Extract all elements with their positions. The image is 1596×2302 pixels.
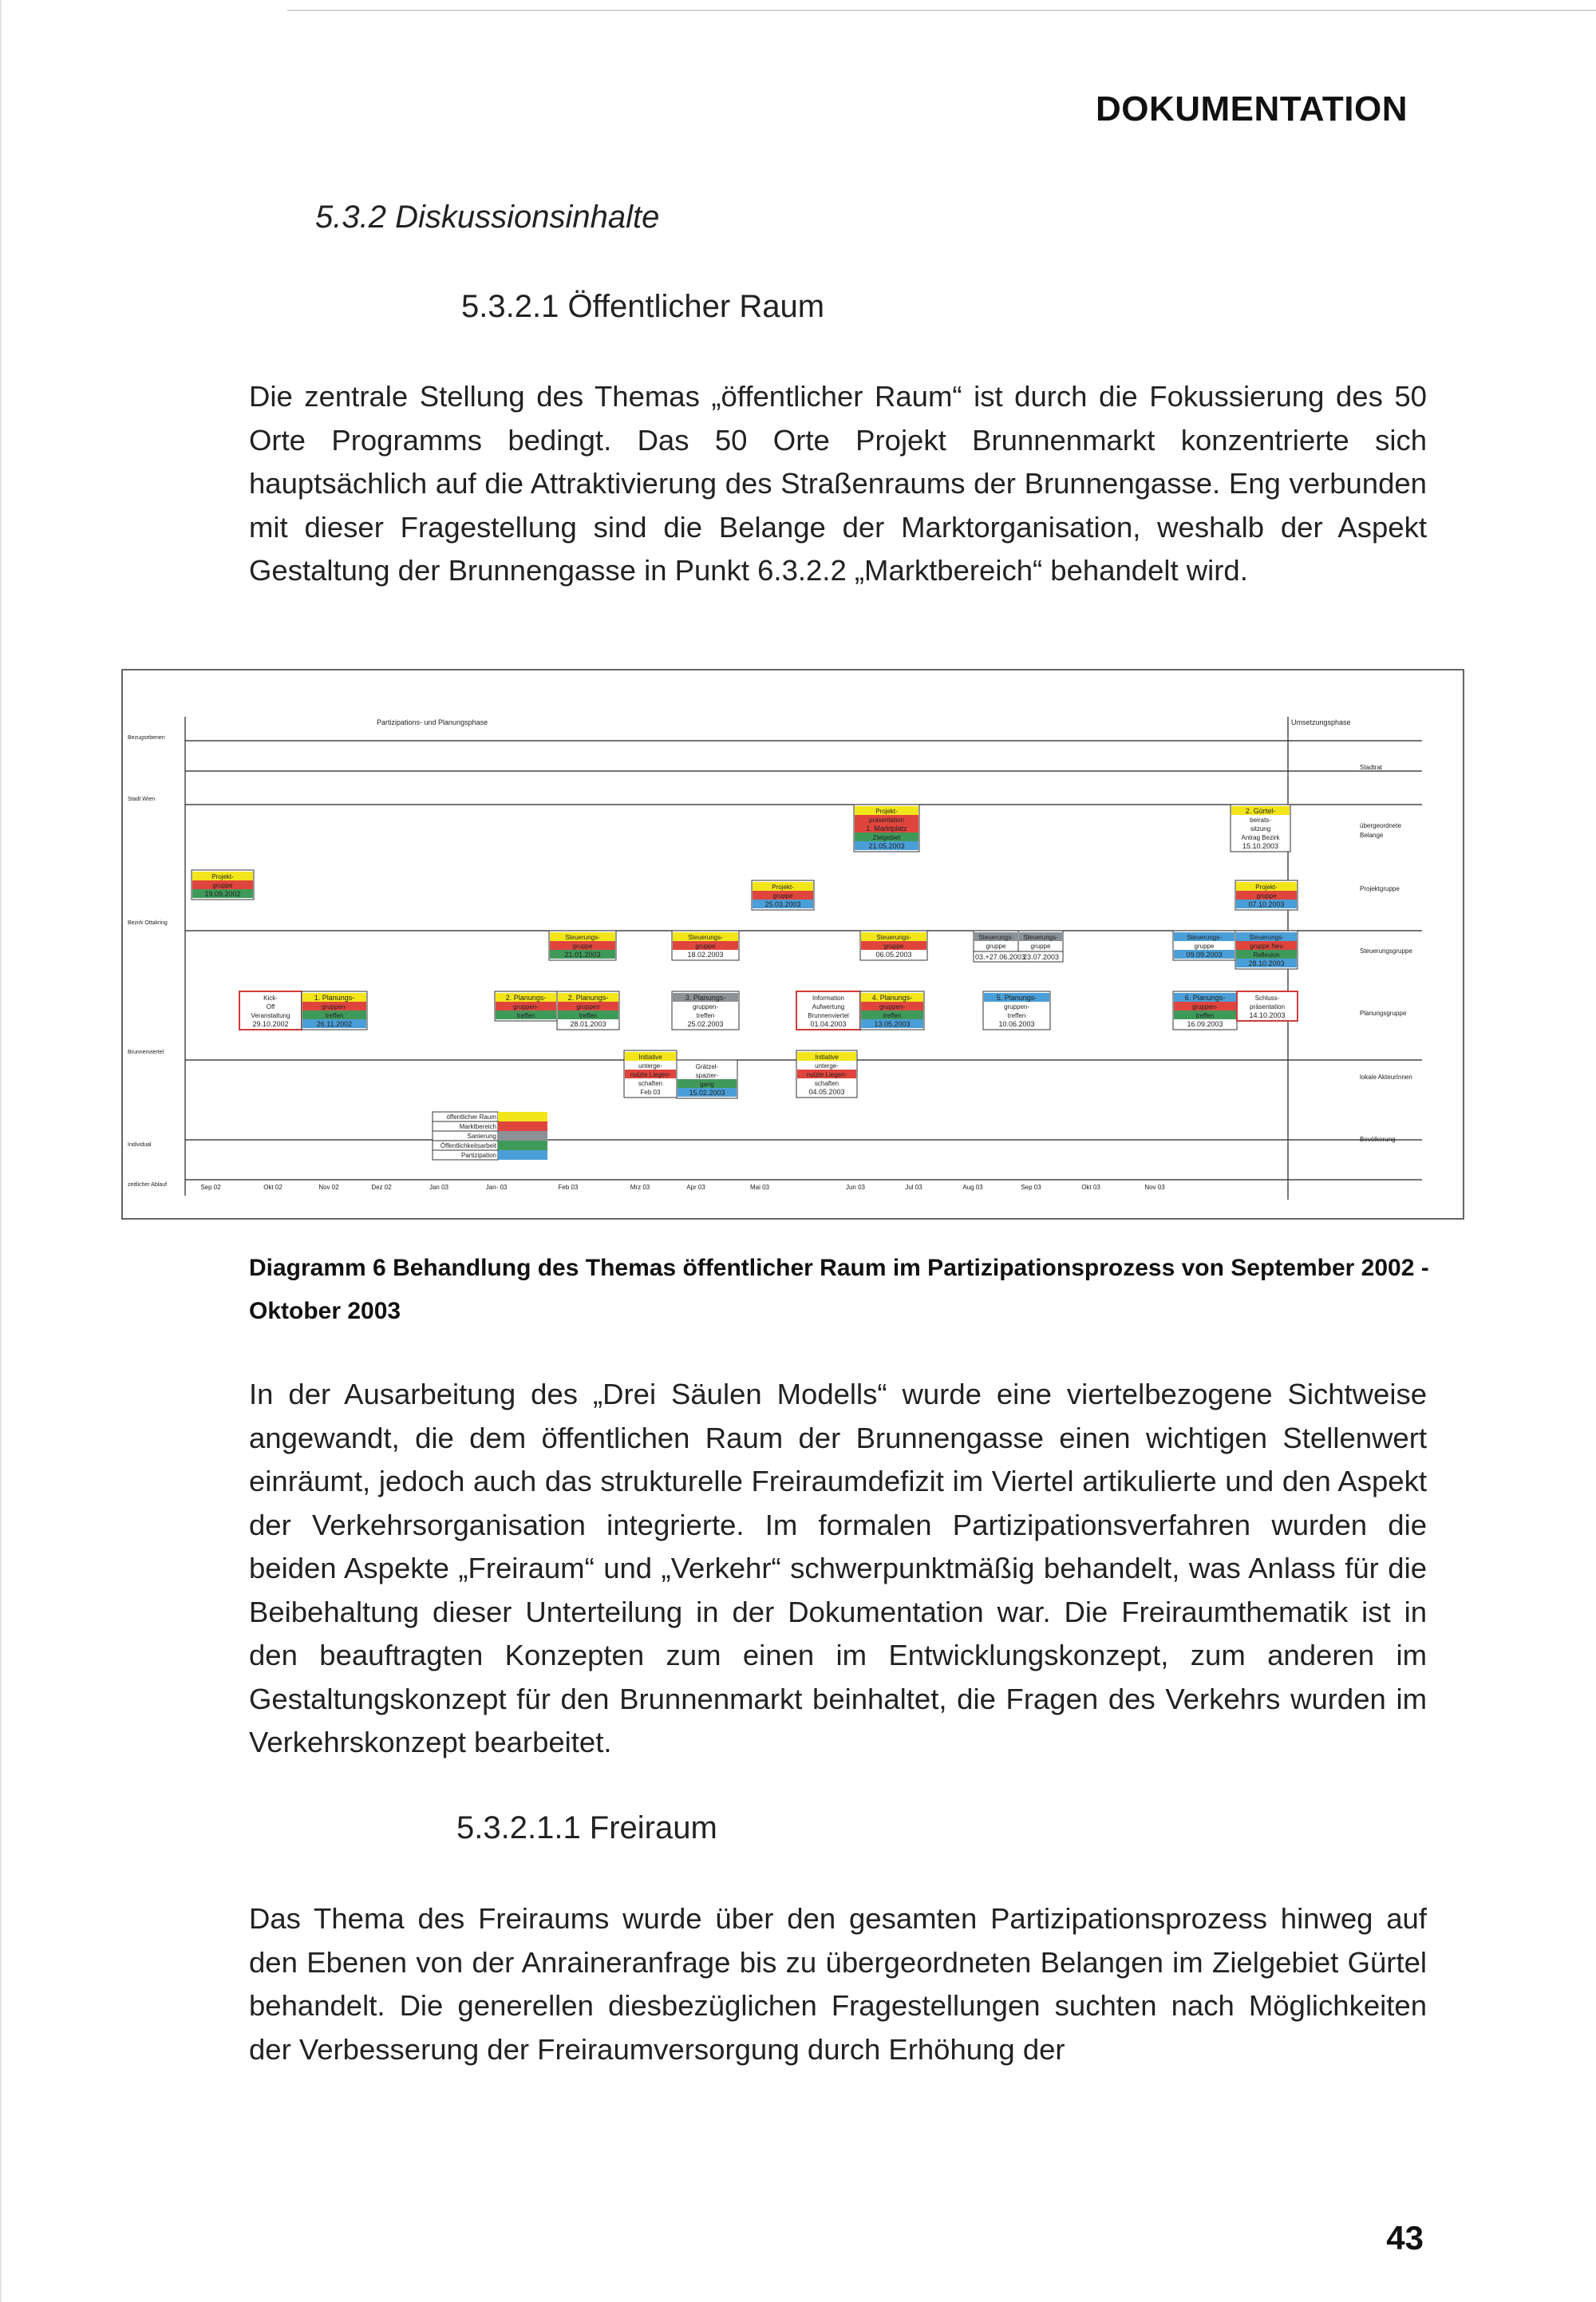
event-graetzel-text: 15.02.2003 — [689, 1089, 725, 1097]
event-planung-5-text: treffen — [1007, 1012, 1026, 1019]
event-steuerung-2-text: 18.02.2003 — [687, 951, 724, 959]
event-kickoff-text: Veranstaltung — [251, 1012, 290, 1019]
right-label-2: Projektgruppe — [1360, 885, 1400, 892]
right-label-4: Planungsgruppe — [1360, 1010, 1407, 1017]
event-planung-2a-text: treffen — [516, 1012, 535, 1019]
month-tick: Sep 03 — [1021, 1184, 1041, 1191]
event-planung-5-text: 5. Planungs- — [996, 994, 1037, 1002]
event-initiative-2-text: Initiative — [815, 1054, 839, 1061]
event-information-text: Information — [812, 995, 845, 1002]
event-projektgruppe-2-text: gruppe — [772, 892, 793, 900]
phase-left-label: Partizipations- und Planungsphase — [377, 718, 488, 726]
event-planung-1-text: treffen — [325, 1012, 344, 1019]
event-initiative-2-text: unterge- — [815, 1062, 839, 1070]
event-planung-4-text: gruppen- — [879, 1003, 906, 1011]
header-title: DOKUMENTATION — [1095, 89, 1408, 129]
page-edge — [0, 0, 2, 2302]
event-projektpraesentation-text: Zielgebiet — [872, 834, 901, 841]
event-graetzel-text: gang — [700, 1081, 714, 1088]
event-information-text: Brunnenviertel — [808, 1012, 849, 1019]
event-planung-2b-text: 28.01.2003 — [570, 1020, 606, 1028]
legend-swatch — [498, 1121, 547, 1131]
event-steuerung-5a-text: Steuerungs- — [1187, 934, 1222, 941]
event-steuerung-5b-text: 28.10.2003 — [1248, 959, 1285, 967]
event-planung-6-text: gruppen- — [1191, 1003, 1219, 1011]
event-kickoff-text: Off — [266, 1003, 275, 1011]
event-initiative-1-text: schaften — [638, 1080, 663, 1087]
month-tick: Jan 03 — [429, 1184, 449, 1191]
page-number: 43 — [1386, 2219, 1424, 2257]
event-projektgruppe-2-text: Projekt- — [772, 884, 794, 891]
event-planung-6-text: 16.09.2003 — [1187, 1020, 1223, 1028]
left-label-individual: Individual — [128, 1142, 152, 1148]
event-planung-5-text: 10.06.2003 — [998, 1020, 1035, 1028]
event-schluss-text: Schluss- — [1254, 995, 1280, 1002]
section-title: 5.3.2 Diskussionsinhalte — [315, 200, 660, 235]
event-steuerung-3-text: Steuerungs- — [876, 934, 911, 941]
event-steuerung-3-text: 06.05.2003 — [875, 951, 912, 959]
legend-swatch — [498, 1150, 547, 1160]
event-steuerung-1-text: 21.01.2003 — [564, 951, 601, 959]
event-planung-1-text: gruppen- — [321, 1003, 348, 1011]
event-information-text: 01.04.2003 — [810, 1020, 847, 1028]
event-planung-3-text: gruppen- — [692, 1003, 719, 1011]
month-tick: Nov 02 — [318, 1184, 339, 1191]
event-steuerung-5b-text: Reflexion — [1253, 951, 1280, 959]
left-label-bezirk: Bezirk Ottakring — [128, 920, 168, 926]
paragraph-drei-saeulen: In der Ausarbeitung des „Drei Säulen Modells“ wurde eine viertelbezogene Sichtweise angewandt, die dem öffentlichen Raum der Brunnengasse einen wichtigen Stellenwert einräumt, jedoch auch das strukturelle Freiraumdefizit im Viertel artikulierte und den Aspekt der Verkehrsorganisation integrierte. Im formalen Partizipationsverfahren wurden die beiden Aspekte „Freiraum“ und „Verkehr“ schwerpunktmäßig behandelt, was Anlass für die Beibehaltung dieser Unterteilung in der Dokumentation war. Die Freiraumthematik ist in den beauftragten Konzepten zum einen im Entwicklungskonzept, zum anderen im Gestaltungskonzept für den Brunnenmarkt beinhaltet, die Fragen des Verkehrs wurden im Verkehrskonzept bearbeitet. — [249, 1378, 1427, 1758]
month-tick: Mrz 03 — [630, 1184, 650, 1191]
month-tick: Aug 03 — [962, 1184, 983, 1191]
event-planung-1-text: 1. Planungs- — [314, 994, 355, 1002]
legend-label: öffentlicher Raum — [446, 1113, 496, 1121]
event-information-text: Aufwertung — [812, 1003, 845, 1011]
event-projektpraesentation-text: präsentation — [868, 817, 905, 824]
event-initiative-1-text: nutzte Liegen- — [630, 1071, 671, 1078]
legend-swatch — [498, 1141, 547, 1150]
event-guertelbeirat-text: beirats- — [1250, 817, 1271, 824]
month-tick: Mai 03 — [749, 1184, 770, 1191]
right-label-6: Bevölkerung — [1360, 1136, 1396, 1143]
event-steuerung-4b-text: gruppe — [1030, 943, 1051, 950]
event-guertelbeirat-text: 15.10.2003 — [1242, 842, 1279, 850]
event-planung-1-text: 26.11.2002 — [316, 1020, 353, 1028]
left-label-zeitlicher-ablauf: zeitlicher Ablauf — [128, 1182, 168, 1188]
subsubsection-title: 5.3.2.1.1 Freiraum — [456, 1810, 717, 1845]
event-initiative-2-text: schaften — [814, 1080, 839, 1087]
paragraph-freiraum: Das Thema des Freiraums wurde über den gesamten Partizipationsprozess hinweg auf den Ebenen von der Anraineranfrage bis zu übergeordneten Belangen im Zielgebiet Gürtel behandelt. Die generellen diesbezüglichen Fragestellungen suchten nach Möglichkeiten der Verbesserung der Freiraumversorgung durch Erhöhung der — [249, 1902, 1427, 2066]
right-label-3: Steuerungsgruppe — [1360, 947, 1412, 955]
event-projektpraesentation-text: 21.05.2003 — [868, 842, 905, 850]
event-steuerung-5a-text: gruppe — [1194, 943, 1215, 950]
event-projektgruppe-3-text: 07.10.2003 — [1248, 900, 1285, 908]
diagram-svg — [121, 669, 1464, 1220]
event-planung-2a-text: 2. Planungs- — [505, 994, 547, 1002]
event-planung-3-text: treffen — [696, 1012, 715, 1019]
month-tick: Nov 03 — [1144, 1184, 1165, 1191]
event-steuerung-1-text: Steuerungs- — [565, 934, 600, 941]
event-planung-2b-text: treffen — [579, 1012, 598, 1019]
event-steuerung-4-date-b: 23.07.2003 — [1023, 953, 1060, 961]
event-projektgruppe-1-text: Projekt- — [211, 873, 234, 880]
subsection-title: 5.3.2.1 Öffentlicher Raum — [461, 289, 825, 324]
event-planung-4-text: 13.05.2003 — [874, 1020, 911, 1028]
event-planung-6-text: treffen — [1195, 1012, 1215, 1019]
event-projektgruppe-1-text: 19.09.2002 — [204, 890, 241, 898]
event-kickoff-text: 29.10.2002 — [252, 1020, 289, 1028]
right-label-5: lokale AkteurInnen — [1360, 1074, 1412, 1081]
event-guertelbeirat-text: sitzung — [1250, 825, 1271, 833]
event-steuerung-4b-text: Steuerungs- — [1023, 934, 1058, 941]
event-steuerung-5b-text: gruppe Neu — [1250, 943, 1283, 950]
event-steuerung-3-text: gruppe — [883, 943, 904, 950]
right-label-1b: Belange — [1360, 832, 1384, 839]
month-tick: Dez 02 — [371, 1184, 392, 1191]
month-tick: Sep 02 — [200, 1184, 221, 1191]
legend-label: Sanierung — [467, 1133, 496, 1140]
event-projektgruppe-3-text: Projekt- — [1255, 884, 1278, 891]
event-initiative-1-text: Initiative — [638, 1054, 662, 1061]
event-steuerung-4a-text: gruppe — [986, 943, 1006, 950]
event-planung-2b-text: 2. Planungs- — [567, 994, 609, 1002]
diagram-caption: Diagramm 6 Behandlung des Themas öffentlicher Raum im Partizipationsprozess von September 2002 - Oktober 2003 — [249, 1255, 1429, 1324]
month-tick: Jul 03 — [905, 1184, 922, 1191]
diagram-6 — [121, 669, 1464, 1220]
right-label-0: Stadtrat — [1360, 764, 1383, 771]
event-projektgruppe-1-text: gruppe — [212, 882, 233, 889]
month-tick: Okt 02 — [263, 1184, 282, 1191]
event-initiative-2-text: nutzte Liegen- — [806, 1071, 847, 1078]
event-planung-4-text: treffen — [883, 1012, 902, 1019]
month-tick: Feb 03 — [558, 1184, 579, 1191]
event-initiative-2-text: 04.05.2003 — [808, 1088, 845, 1096]
left-label-bezugsebenen: Bezugsebenen — [128, 735, 165, 741]
event-steuerung-5b-text: Steuerungs- — [1249, 934, 1284, 941]
legend-swatch — [498, 1112, 547, 1121]
legend-label: Öffentlichkeitsarbeit — [440, 1142, 496, 1149]
left-label-brunnenviertel: Brunnenviertel — [128, 1050, 164, 1055]
event-steuerung-2-text: gruppe — [695, 943, 716, 950]
paragraph-intro: Die zentrale Stellung des Themas „öffentlicher Raum“ ist durch die Fokussierung des 50 Orte Programms bedingt. Das 50 Orte Projekt Brunnenmarkt konzentrierte sich hauptsächlich auf die Attraktivierung des Straßenraums der Brunnengasse. Eng verbunden mit dieser Fragestellung sind die Belange der Marktorganisation, weshalb der Aspekt Gestaltung der Brunnengasse in Punkt 6.3.2.2 „Marktbereich“ behandelt wird. — [249, 380, 1427, 587]
event-planung-5-text: gruppen- — [1003, 1003, 1030, 1011]
scan-top-rule — [287, 10, 1596, 11]
event-planung-3-text: 25.02.2003 — [687, 1020, 724, 1028]
event-steuerung-1-text: gruppe — [572, 943, 593, 950]
month-tick: Okt 03 — [1081, 1184, 1100, 1191]
event-planung-6-text: 6. Planungs- — [1184, 994, 1226, 1002]
legend-label: Partizipation — [460, 1152, 496, 1159]
event-initiative-1-text: unterge- — [638, 1062, 662, 1070]
event-steuerung-5a-text: 09.09.2003 — [1186, 951, 1223, 959]
event-projektpraesentation-text: Projekt- — [875, 808, 898, 815]
phase-right-label: Umsetzungsphase — [1291, 718, 1351, 726]
event-graetzel-text: Grätzel- — [695, 1063, 719, 1070]
month-tick: Apr 03 — [686, 1184, 705, 1191]
month-tick: Jun 03 — [845, 1184, 866, 1191]
right-label-1: übergeordnete — [1360, 822, 1402, 829]
left-label-stadt-wien: Stadt Wien — [128, 797, 156, 802]
event-projektgruppe-3-text: gruppe — [1256, 892, 1277, 900]
event-planung-4-text: 4. Planungs- — [871, 994, 913, 1002]
event-planung-3-text: 3. Planungs- — [685, 994, 726, 1002]
event-planung-2a-text: gruppen- — [512, 1003, 539, 1011]
event-schluss-text: präsentation — [1249, 1003, 1286, 1011]
event-graetzel-text: spazier- — [695, 1072, 719, 1079]
event-guertelbeirat-text: 2. Gürtel- — [1245, 807, 1276, 815]
event-steuerung-4-date-a: 03.+27.06.2003 — [975, 953, 1025, 961]
event-schluss-text: 14.10.2003 — [1249, 1011, 1286, 1019]
legend-label: Marktbereich — [459, 1123, 496, 1130]
event-initiative-1-text: Feb 03 — [640, 1089, 661, 1096]
event-kickoff-text: Kick- — [263, 995, 278, 1002]
event-steuerung-4a-text: Steuerungs- — [978, 934, 1013, 941]
month-tick-extra: Jan- 03 — [485, 1184, 508, 1191]
event-projektgruppe-2-text: 25.03.2003 — [764, 900, 801, 908]
event-projektpraesentation-text: 1. Marktplatz — [866, 825, 907, 833]
event-guertelbeirat-text: Antrag Bezirk — [1241, 834, 1280, 841]
legend-swatch — [498, 1131, 547, 1141]
event-planung-2b-text: gruppen — [576, 1003, 600, 1011]
event-steuerung-2-text: Steuerungs- — [688, 934, 723, 941]
